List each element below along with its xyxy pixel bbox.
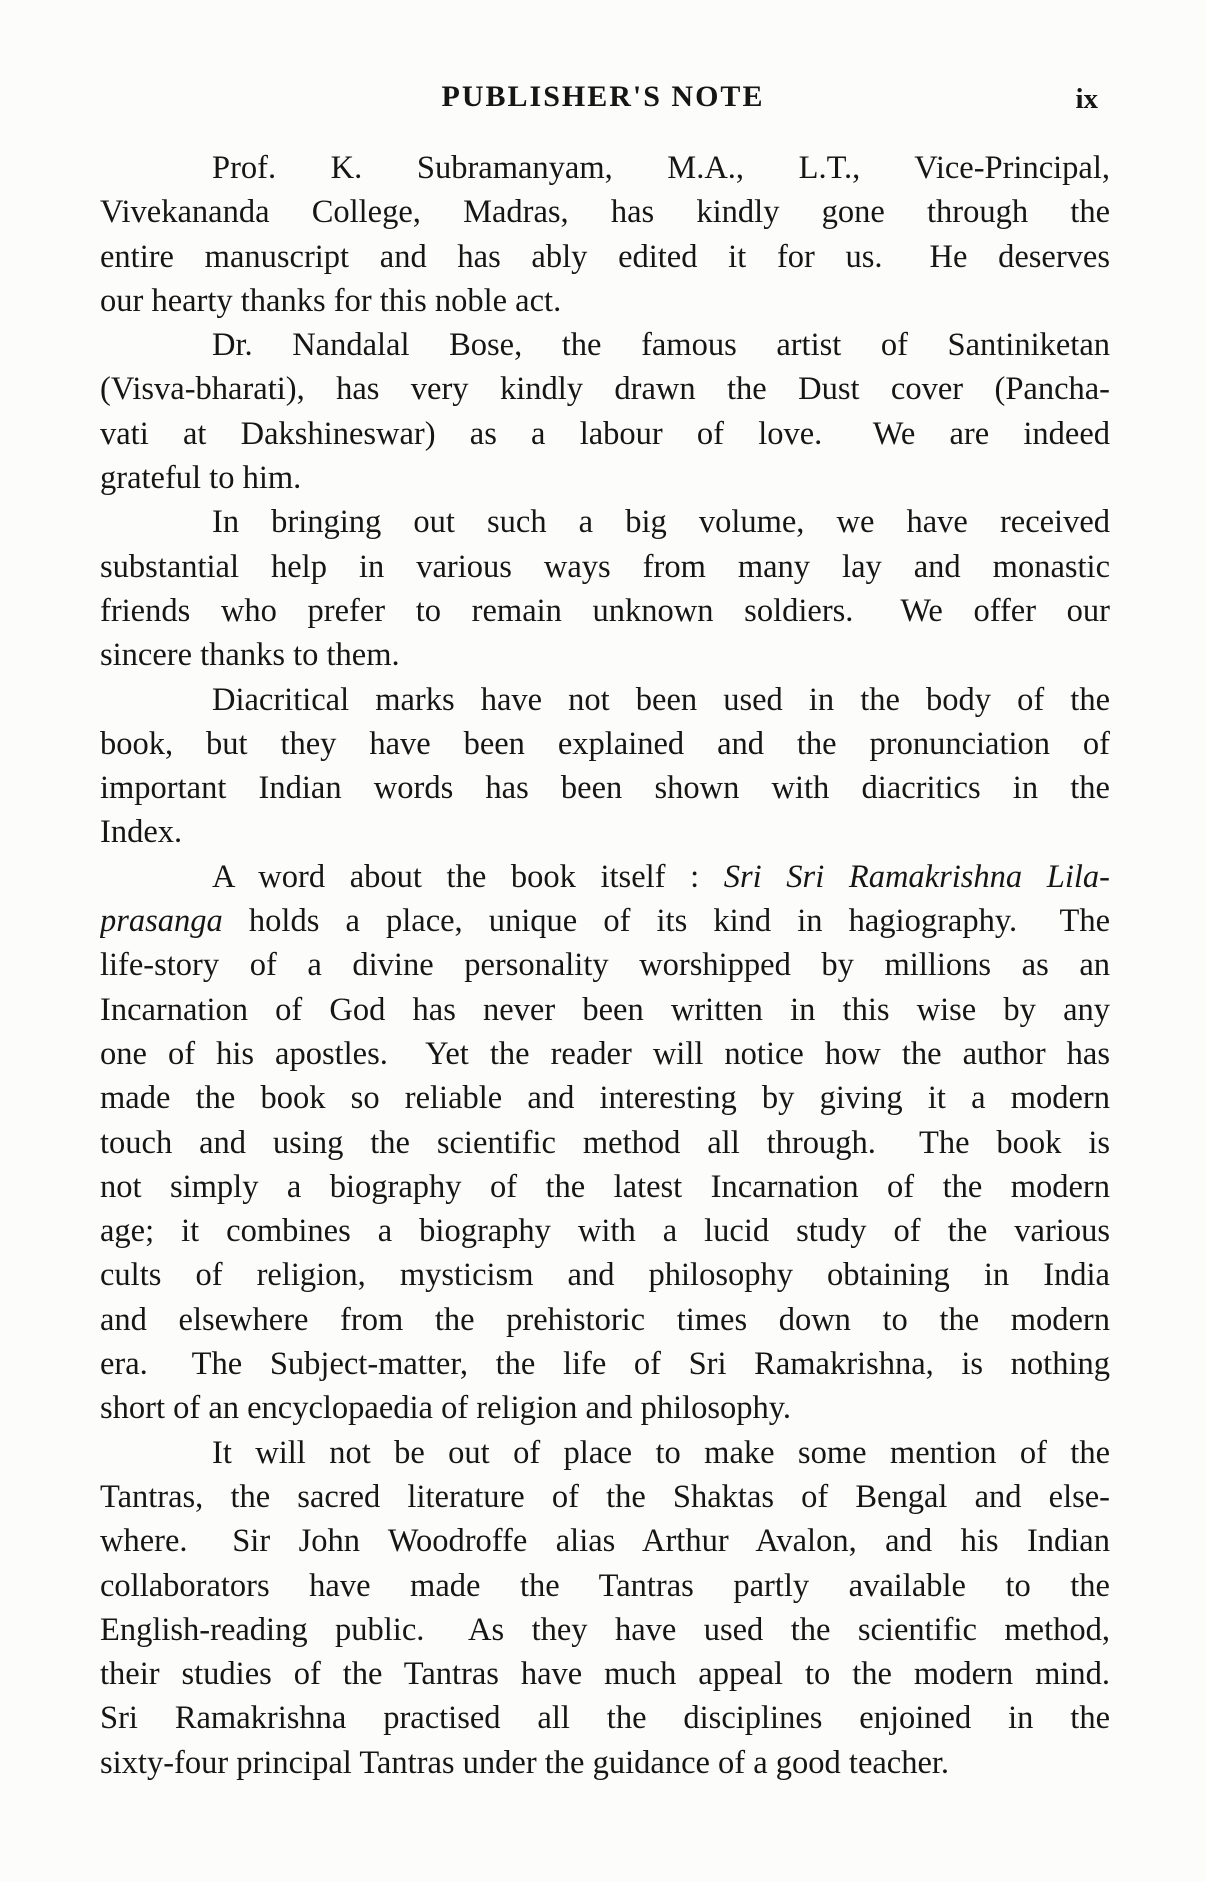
text-run: not simply a biography of the latest Incarnation of the modern xyxy=(100,1168,1110,1205)
text-run: touch and using the scientific method all through. The book is xyxy=(100,1124,1110,1161)
text-run: Diacritical marks have not been used in the body of the xyxy=(212,681,1110,718)
text-run: English-reading public. As they have used the scientific method, xyxy=(100,1611,1110,1648)
text-run: grateful to him. xyxy=(100,460,302,497)
paragraph xyxy=(100,500,1110,677)
text-run: one of his apostles. Yet the reader will notice how the author has xyxy=(100,1035,1110,1072)
text-run: short of an encyclopaedia of religion and philosophy. xyxy=(100,1390,792,1427)
italic-text-run: Sri Sri Ramakrishna Lila- xyxy=(723,858,1110,895)
text-run: book, but they have been explained and the pronunciation of xyxy=(100,725,1110,762)
text-run: It will not be out of place to make some mention of the xyxy=(212,1434,1110,1471)
text-line xyxy=(100,943,1110,987)
text-run: Tantras, the sacred literature of the Shaktas of Bengal and else- xyxy=(100,1478,1110,1515)
text-line xyxy=(100,367,1110,411)
paragraph xyxy=(100,855,1110,1431)
italic-text-run: prasanga xyxy=(100,903,223,940)
text-run: age; it combines a biography with a lucid study of the various xyxy=(100,1213,1110,1250)
text-run: sincere thanks to them. xyxy=(100,637,400,674)
text-line xyxy=(100,500,1110,544)
text-line xyxy=(100,1076,1110,1120)
text-line xyxy=(100,1431,1110,1475)
text-line xyxy=(100,722,1110,766)
text-run: Index. xyxy=(100,814,183,851)
text-line xyxy=(100,633,1110,677)
text-line xyxy=(100,456,1110,500)
text-line xyxy=(100,146,1110,190)
text-run: sixty-four principal Tantras under the guidance of a good teacher. xyxy=(100,1744,950,1781)
text-line xyxy=(100,1696,1110,1740)
text-line xyxy=(100,1121,1110,1165)
page-header xyxy=(100,80,1106,122)
text-line xyxy=(100,323,1110,367)
text-run: (Visva-bharati), has very kindly drawn the Dust cover (Pancha- xyxy=(100,371,1110,408)
text-line xyxy=(100,678,1110,722)
text-run: friends who prefer to remain unknown soldiers. We offer our xyxy=(100,592,1110,629)
text-run: life-story of a divine personality worshipped by millions as an xyxy=(100,947,1110,984)
text-run: important Indian words has been shown with diacritics in the xyxy=(100,770,1110,807)
text-run: Vivekananda College, Madras, has kindly gone through the xyxy=(100,194,1110,231)
text-run: and elsewhere from the prehistoric times down to the modern xyxy=(100,1301,1110,1338)
text-line xyxy=(100,1032,1110,1076)
text-run: made the book so reliable and interesting by giving it a modern xyxy=(100,1080,1110,1117)
page-title: PUBLISHER'S NOTE xyxy=(441,80,765,113)
text-run: our hearty thanks for this noble act. xyxy=(100,282,562,319)
page-body xyxy=(100,146,1110,1785)
text-run: their studies of the Tantras have much appeal to the modern mind. xyxy=(100,1656,1110,1693)
text-line xyxy=(100,1165,1110,1209)
text-line xyxy=(100,1298,1110,1342)
paragraph xyxy=(100,146,1110,323)
text-run: holds a place, unique of its kind in hagiography. The xyxy=(222,903,1110,940)
text-line xyxy=(100,810,1110,854)
text-line xyxy=(100,1209,1110,1253)
text-line xyxy=(100,1253,1110,1297)
text-run: entire manuscript and has ably edited it for us. He deserves xyxy=(100,238,1110,275)
text-line xyxy=(100,766,1110,810)
text-run: In bringing out such a big volume, we have received xyxy=(212,504,1110,541)
paragraph xyxy=(100,678,1110,855)
text-run: vati at Dakshineswar) as a labour of love. We are indeed xyxy=(100,415,1110,452)
text-line xyxy=(100,1741,1110,1785)
text-line xyxy=(100,235,1110,279)
text-run: A word about the book itself : xyxy=(212,858,724,895)
paragraph xyxy=(100,323,1110,500)
text-line xyxy=(100,1475,1110,1519)
text-run: era. The Subject-matter, the life of Sri Ramakrishna, is nothing xyxy=(100,1346,1110,1383)
text-line xyxy=(100,589,1110,633)
paragraph xyxy=(100,1431,1110,1785)
text-line xyxy=(100,279,1110,323)
page-number: ix xyxy=(1075,83,1098,115)
text-line xyxy=(100,1342,1110,1386)
text-run: Prof. K. Subramanyam, M.A., L.T., Vice-Principal, xyxy=(212,150,1110,186)
text-run: Incarnation of God has never been written in this wise by any xyxy=(100,991,1110,1028)
text-line xyxy=(100,1652,1110,1696)
text-line xyxy=(100,190,1110,234)
text-line xyxy=(100,545,1110,589)
text-run: collaborators have made the Tantras partly available to the xyxy=(100,1567,1110,1604)
text-run: cults of religion, mysticism and philosophy obtaining in India xyxy=(100,1257,1110,1294)
text-run: Sri Ramakrishna practised all the disciplines enjoined in the xyxy=(100,1700,1110,1737)
text-line xyxy=(100,1564,1110,1608)
text-line xyxy=(100,412,1110,456)
text-run: where. Sir John Woodroffe alias Arthur Avalon, and his Indian xyxy=(100,1523,1110,1560)
text-line xyxy=(100,1608,1110,1652)
text-line xyxy=(100,899,1110,943)
text-line xyxy=(100,988,1110,1032)
text-line xyxy=(100,1386,1110,1430)
text-line xyxy=(100,855,1110,899)
text-run: Dr. Nandalal Bose, the famous artist of Santiniketan xyxy=(212,327,1110,364)
text-line xyxy=(100,1519,1110,1563)
text-run: substantial help in various ways from many lay and monastic xyxy=(100,548,1110,585)
